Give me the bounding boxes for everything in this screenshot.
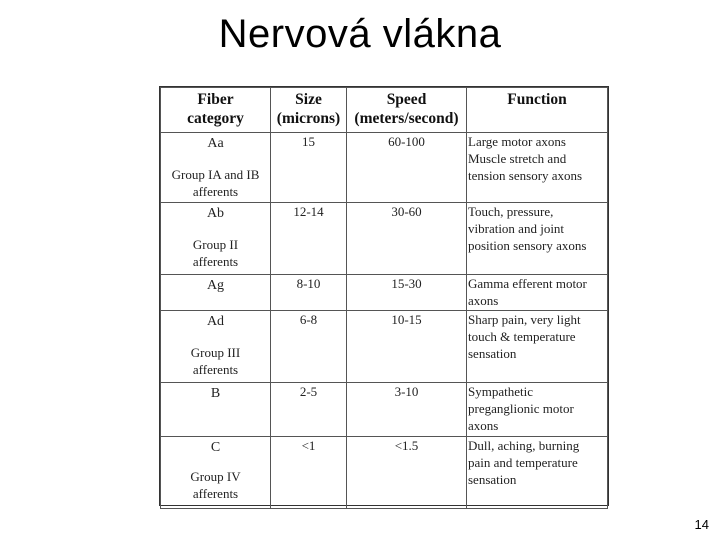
fiber-speed: 15-30: [347, 275, 467, 311]
fiber-function: Dull, aching, burning pain and temperature sensation: [467, 437, 608, 509]
header-size: Size (microns): [271, 88, 347, 133]
table-row: [161, 383, 608, 437]
fiber-category: Ab: [206, 206, 225, 221]
table-header-row: [161, 88, 608, 133]
header-speed: Speed (meters/second): [347, 88, 467, 133]
fiber-group: Group III afferents: [190, 345, 241, 377]
fiber-group: Group IA and IB afferents: [171, 167, 260, 199]
table-row: [161, 437, 608, 509]
fiber-size: 6-8: [271, 311, 347, 383]
fiber-function: Sympathetic preganglionic motor axons: [467, 383, 608, 437]
fiber-category: Ag: [206, 278, 225, 293]
nerve-fiber-table-image: [159, 86, 609, 506]
fiber-speed: 10-15: [347, 311, 467, 383]
header-fiber-category: Fiber category: [161, 88, 271, 133]
fiber-speed: <1.5: [347, 437, 467, 509]
slide-title: Nervová vlákna: [218, 12, 502, 56]
nerve-fiber-table: [160, 87, 608, 509]
fiber-category: C: [210, 440, 221, 455]
fiber-category-cell: [161, 133, 271, 203]
table-row: [161, 203, 608, 275]
table-row: [161, 275, 608, 311]
fiber-size: <1: [271, 437, 347, 509]
fiber-size: 2-5: [271, 383, 347, 437]
fiber-category-cell: [161, 275, 271, 311]
fiber-category-cell: [161, 311, 271, 383]
fiber-category-cell: [161, 383, 271, 437]
fiber-function: Sharp pain, very light touch & temperature sensation: [467, 311, 608, 383]
fiber-category: Ad: [206, 314, 225, 329]
fiber-category: Aa: [207, 136, 224, 151]
fiber-speed: 30-60: [347, 203, 467, 275]
fiber-speed: 3-10: [347, 383, 467, 437]
fiber-category: B: [210, 386, 221, 401]
page-number: 14: [694, 517, 709, 532]
fiber-function: Touch, pressure, vibration and joint position sensory axons: [467, 203, 608, 275]
fiber-category-cell: [161, 203, 271, 275]
fiber-size: 15: [271, 133, 347, 203]
fiber-category-cell: [161, 437, 271, 509]
fiber-group: Group II afferents: [192, 237, 239, 269]
fiber-size: 12-14: [271, 203, 347, 275]
fiber-size: 8-10: [271, 275, 347, 311]
table-row: [161, 133, 608, 203]
fiber-function: Gamma efferent motor axons: [467, 275, 608, 311]
table-row: [161, 311, 608, 383]
fiber-function: Large motor axons Muscle stretch and tension sensory axons: [467, 133, 608, 203]
fiber-speed: 60-100: [347, 133, 467, 203]
fiber-group: Group IV afferents: [190, 469, 241, 501]
header-function: Function: [467, 88, 608, 133]
